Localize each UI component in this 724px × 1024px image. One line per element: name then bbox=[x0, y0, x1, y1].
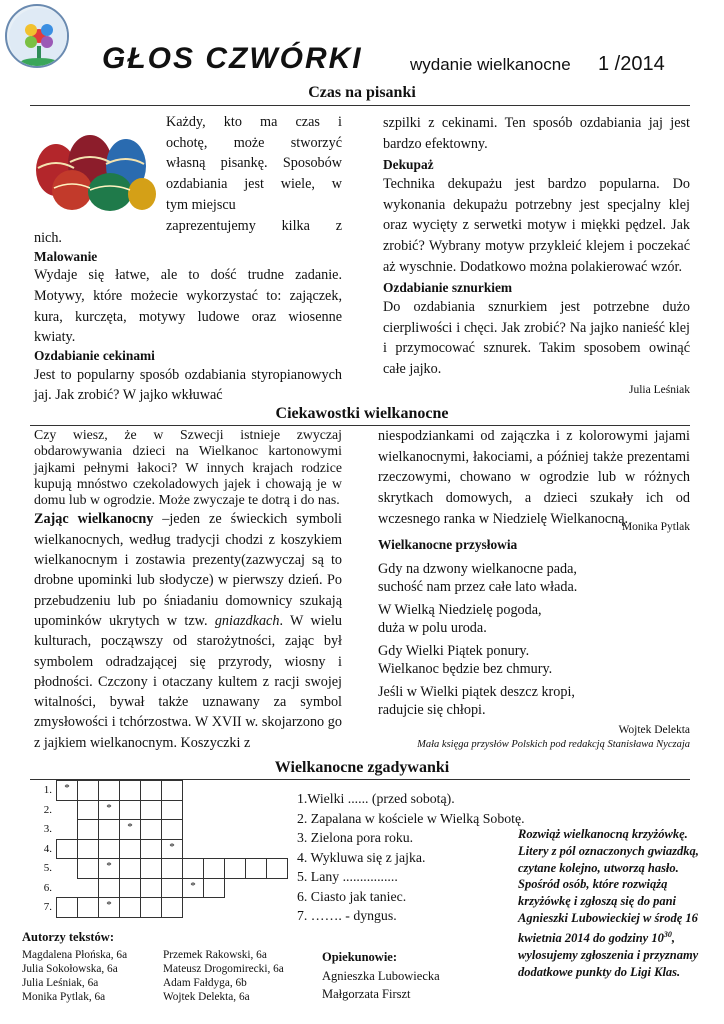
clue: 2. Zapalana w kościele w Wielką Sobotę. bbox=[297, 810, 525, 826]
guardians-list: Agnieszka Lubowiecka Małgorzata Firszt bbox=[322, 969, 440, 1001]
section-title-ciekawostki: Ciekawostki wielkanocne bbox=[275, 405, 449, 422]
author-signature: Julia Leśniak bbox=[629, 384, 690, 396]
crossword-row-2: * bbox=[57, 800, 288, 820]
proverbs-source: Mała księga przysłów Polskich pod redakcją Stanisława Nyczaja bbox=[417, 739, 690, 750]
ciekawostki-right-column bbox=[378, 426, 690, 530]
cekiny-continuation: szpilki z cekinami. Ten sposób ozdabiania jaj jest bardzo efektowny. bbox=[383, 115, 690, 152]
clue: 1.Wielki ...... (przed sobotą). bbox=[297, 791, 455, 806]
proverbs-author: Wojtek Delekta bbox=[618, 724, 690, 736]
proverb: W Wielką Niedzielę pogoda, duża w polu uroda. bbox=[378, 601, 542, 636]
contest-announcement: Rozwiąż wielkanocną krzyżówkę. Litery z pól oznaczonych gwiazdką, czytane kolejno, utworzą hasło. Spośród osób, które rozwiążą krzyżówkę i zgłoszą się do pani Agnieszki Lubowieckiej w środę 16 kwietnia 2014 do godziny $10^{30}$, wylosujemy zgłoszenia i przyznamy dodatkowe punkty do Ligi Klas. bbox=[518, 827, 699, 979]
easter-eggs-image bbox=[34, 124, 156, 212]
proverbs-title: Wielkanocne przysłowia bbox=[378, 537, 518, 552]
cekiny-text: Jest to popularny sposób ozdabiania styropianowych jaj. Jak zrobić? W jajko wkłuwać bbox=[34, 366, 342, 404]
authors-column-2: Przemek Rakowski, 6a Mateusz Drogomirecki, 6a Adam Fałdyga, 6b Wojtek Delekta, 6a bbox=[163, 949, 284, 1003]
pisanki-left-column bbox=[34, 228, 342, 406]
school-logo bbox=[5, 4, 69, 68]
zajac-continuation: niespodziankami od zajączka i z kolorowymi jajami wielkanocnymi, łakociami, a później także prezentami rzeczowymi, chowano w ogrodzie lub w różnych skrytkach domowych, a dzieci szukały ich od wczesnego ranka w Niedzielę Wielkanocną. bbox=[378, 428, 690, 527]
szwecja-text: Czy wiesz, że w Szwecji istnieje zwyczaj obdarowywania dzieci na Wielkanoc kartonowymi jajkami pełnymi łakoci? W innych krajach rodzice kupują mnóstwo czekoladowych jajek i chowają je w domu lub w ogrodzie. Może zwyczaje te dotrą i do nas. bbox=[34, 427, 342, 508]
crossword-grid[interactable] bbox=[56, 780, 288, 918]
crossword-row-5: * bbox=[57, 859, 288, 879]
heading-sznurek: Ozdabianie sznurkiem bbox=[383, 280, 513, 296]
newspaper-title: GŁOS CZWÓRKI bbox=[102, 42, 363, 75]
section-title-pisanki: Czas na pisanki bbox=[308, 84, 416, 101]
ciekawostki-left-column bbox=[34, 427, 342, 753]
authors-column-1: Magdalena Płońska, 6a Julia Sokołowska, 6a Julia Leśniak, 6a Monika Pytlak, 6a bbox=[22, 949, 128, 1003]
zajac-text: Zając wielkanocny –jeden ze świeckich symboli wielkanocnych, według tradycji chodzi z koszykiem wielkanocnym i zostawia prezenty(zazwyczaj są to drobne upominki lub słodycze) w pierwszy dzień. Po przebudzeniu lub po śniadaniu domownicy szukają upominków ukrytych w tzw. gniazdkach. W wielu kulturach, począwszy od starożytności, zając był symbolem odradzającej się przyrody, wiosny i płodności. Czczony i otaczany kultem z racji swojej witalności, bywał także uznawany za symbol zmysłowości i tchórzostwa. W XVII w. skojarzono go z jajkiem wielkanocnym. Koszyczki z bbox=[34, 511, 342, 751]
clue: 3. Zielona pora roku. bbox=[297, 830, 414, 845]
proverb: Gdy na dzwony wielkanocne pada, suchość nam przez całe lato włada. bbox=[378, 560, 578, 595]
clue: 5. Lany ................ bbox=[297, 869, 398, 884]
malowanie-text: Wydaje się łatwe, ale to dość trudne zadanie. Motywy, które możecie wykorzystać to: zajączek, kura, kurczęta, motywy ludowe oraz wiosenne kwiaty. bbox=[34, 267, 342, 346]
crossword-row-7: * bbox=[57, 898, 288, 918]
heading-dekupaz: Dekupaż bbox=[383, 157, 434, 173]
proverb: Jeśli w Wielki piątek deszcz kropi, radujcie się chłopi. bbox=[378, 683, 575, 718]
crossword-row-3: * bbox=[57, 820, 288, 840]
heading-malowanie: Malowanie bbox=[34, 248, 98, 264]
guardians-title: Opiekunowie: bbox=[322, 950, 398, 964]
proverb: Gdy Wielki Piątek ponury. Wielkanoc będzie bez chmury. bbox=[378, 642, 553, 677]
author-signature: Monika Pytlak bbox=[621, 521, 690, 533]
heading-cekiny: Ozdabianie cekinami bbox=[34, 348, 155, 364]
clue: 6. Ciasto jak taniec. bbox=[297, 888, 407, 904]
pisanki-right-column bbox=[383, 113, 690, 380]
crossword-row-4: * bbox=[57, 839, 288, 859]
issue-number: 1 /2014 bbox=[598, 53, 665, 75]
authors-title: Autorzy tekstów: bbox=[22, 930, 114, 944]
crossword-row-6: * bbox=[57, 878, 288, 898]
heading-zajac: Zając wielkanocny bbox=[34, 511, 154, 528]
divider bbox=[30, 105, 690, 106]
sznurek-text: Do ozdabiania sznurkiem jest potrzebne dużo cierpliwości i chęci. Jak zrobić? Na jajko nanieść klej i przymocować sznurek. Takim sposobem owinąć całe jajko. bbox=[383, 298, 690, 378]
dekupaz-text: Technika dekupażu jest bardzo popularna. Do wykonania dekupażu potrzebny jest specjalny klej oraz wycięty z serwetki motyw i miękki pędzel. Jak zrobić? Wybrany motyw przykleić klejem i poczekać aż wyschnie. Dodatkowo można polakierować wzór. bbox=[383, 175, 690, 275]
clue: 4. Wykluwa się z jajka. bbox=[297, 849, 426, 865]
clue: 7. ……. - dyngus. bbox=[297, 908, 397, 923]
proverbs-block bbox=[378, 537, 690, 720]
intro-end: nich. bbox=[34, 230, 62, 246]
section-title-zgadywanki: Wielkanocne zgadywanki bbox=[274, 759, 450, 776]
crossword-row-1: * bbox=[57, 781, 288, 801]
edition-label: wydanie wielkanocne bbox=[410, 55, 571, 74]
crossword-row-numbers: 1. 2. 3. 4. 5. 6. 7. bbox=[43, 784, 52, 913]
crossword-clues bbox=[297, 789, 527, 926]
intro-wrapped: Każdy, kto ma czas i ochotę, może stworzyć własną pisankę. Sposobów ozdabiania jest wiele, w tym miejscu zaprezentujemy kilka z bbox=[166, 114, 342, 234]
